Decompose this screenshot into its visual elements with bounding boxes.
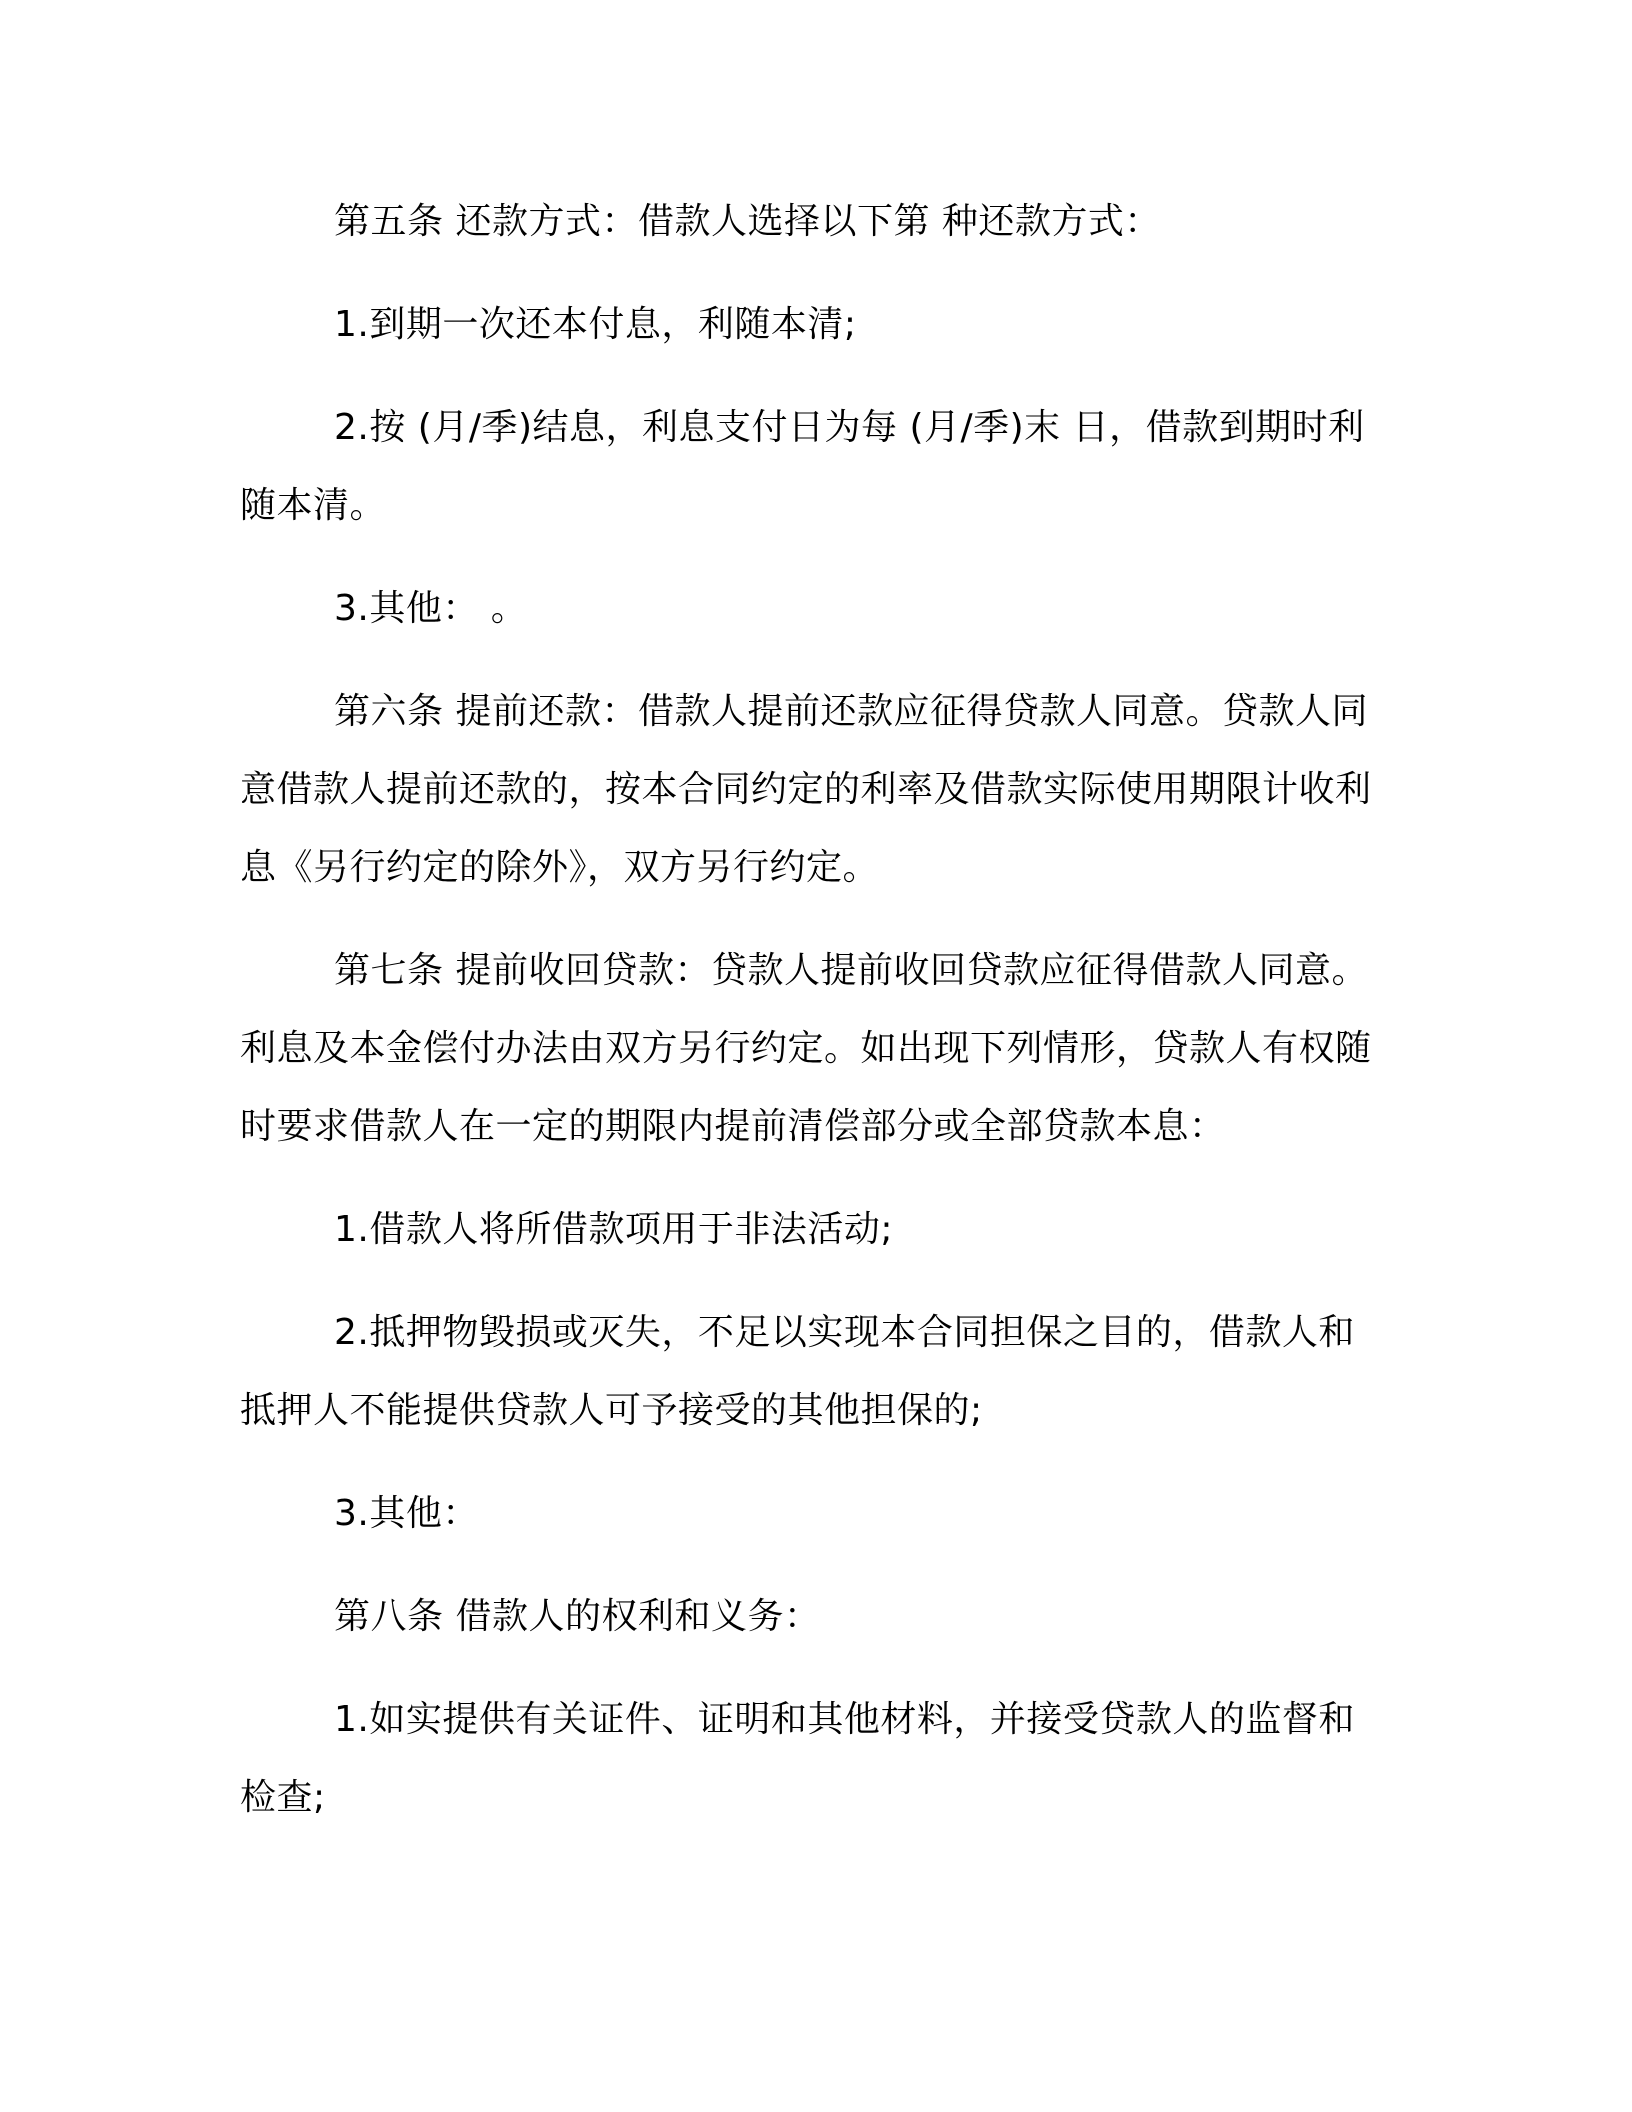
article-7-item-1: 1.借款人将所借款项用于非法活动; xyxy=(334,1209,893,1250)
article-7-item-3: 3.其他： xyxy=(334,1493,479,1534)
article-5-item-3: 3.其他： 。 xyxy=(334,588,528,629)
article-7-paragraph: 第七条 提前收回贷款：贷款人提前收回贷款应征得借款人同意。利息及本金偿付办法由双方另行约定。如出现下列情形，贷款人有权随时要求借款人在一定的期限内提前清偿部分或全部贷款本息： xyxy=(240,950,1372,1147)
article-7-item-2: 2.抵押物毁损或灭失，不足以实现本合同担保之目的，借款人和抵押人不能提供贷款人可予接受的其他担保的; xyxy=(240,1312,1355,1431)
article-5-item-1: 1.到期一次还本付息，利随本清; xyxy=(334,304,857,345)
article-8-heading: 第八条 借款人的权利和义务： xyxy=(334,1596,821,1637)
document-body xyxy=(240,183,1390,1862)
article-6-paragraph: 第六条 提前还款：借款人提前还款应征得贷款人同意。贷款人同意借款人提前还款的，按本合同约定的利率及借款实际使用期限计收利息《另行约定的除外》，双方另行约定。 xyxy=(240,691,1372,888)
article-5-heading: 第五条 还款方式：借款人选择以下第 种还款方式： xyxy=(334,201,1161,242)
article-5-item-2: 2.按 (月/季)结息，利息支付日为每 (月/季)末 日，借款到期时利随本清。 xyxy=(240,407,1365,526)
article-8-item-1: 1.如实提供有关证件、证明和其他材料，并接受贷款人的监督和检查; xyxy=(240,1699,1355,1818)
